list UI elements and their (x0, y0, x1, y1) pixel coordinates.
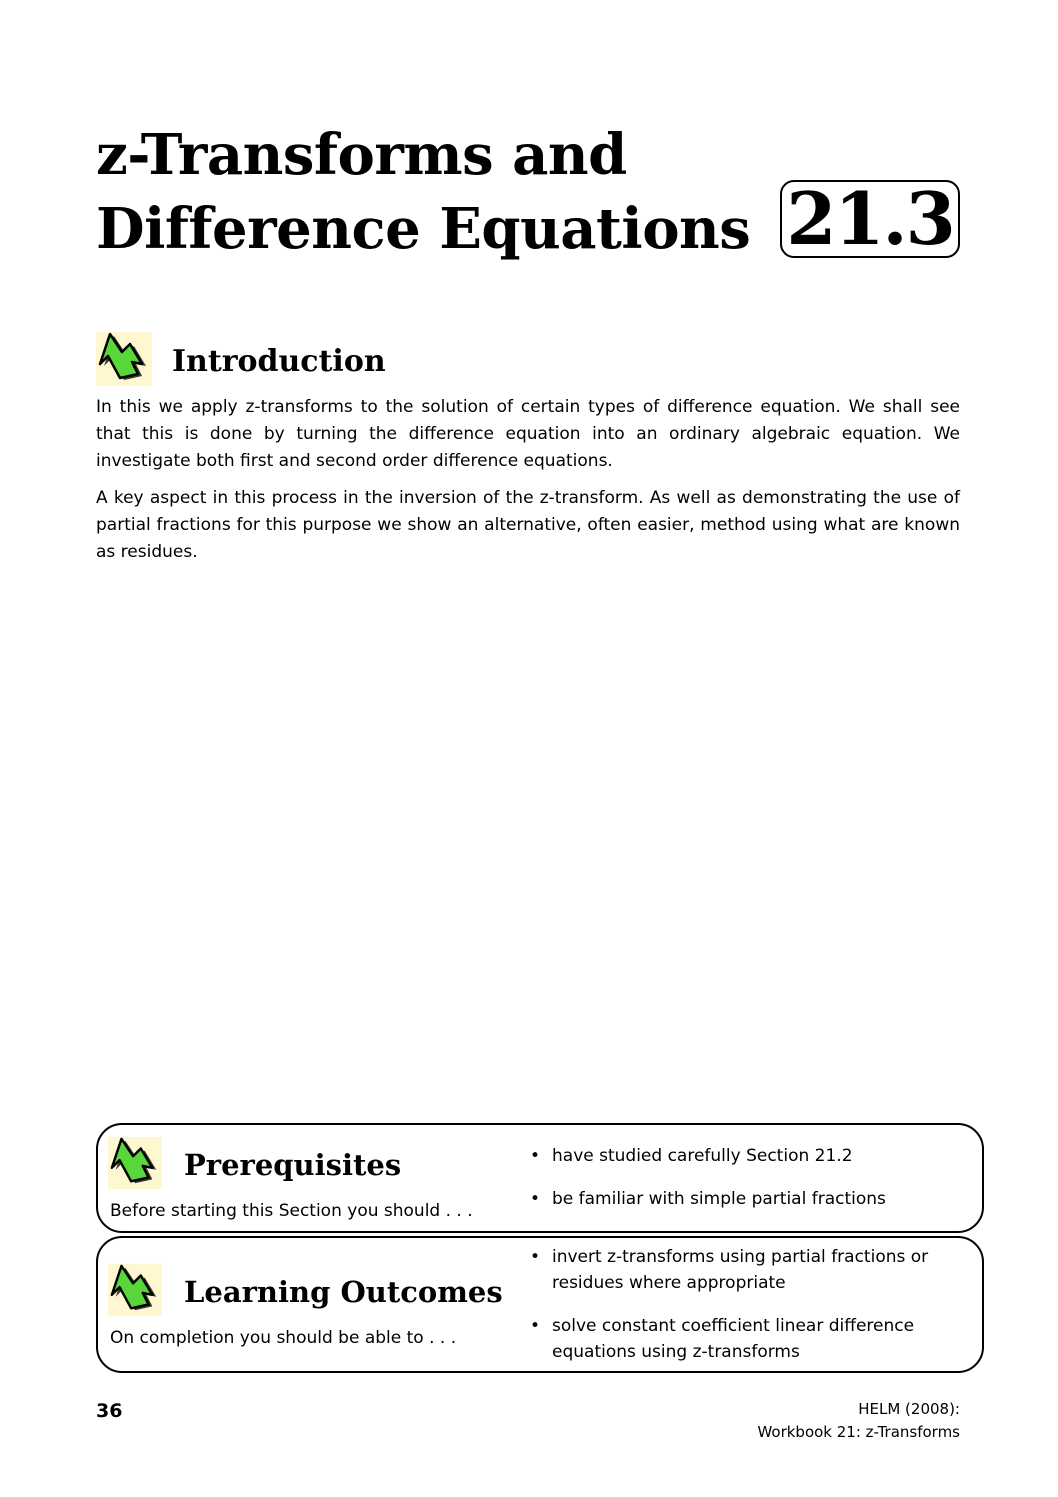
section-number-badge: 21.3 (780, 180, 960, 258)
learning-outcomes-list (530, 1244, 970, 1382)
bullet: • (530, 1189, 541, 1209)
prerequisites-box (96, 1123, 984, 1233)
list-item (530, 1143, 970, 1169)
list-item-text: have studied carefully Section 21.2 (552, 1146, 853, 1166)
page-number: 36 (96, 1400, 123, 1422)
learning-outcomes-lead: On completion you should be able to . . . (110, 1328, 457, 1348)
introduction-body (96, 394, 960, 576)
list-item-text: solve constant coefficient linear difference equations using z-transforms (552, 1316, 915, 1362)
intro-paragraph: In this we apply z-transforms to the solution of certain types of difference equation. We shall see that this is done by turning the difference equation into an ordinary algebraic equation. We investigate both first and second order difference equations. (96, 397, 960, 471)
bullet: • (530, 1316, 541, 1336)
footer-source-line-1: HELM (2008): (858, 1400, 960, 1418)
list-item-text: be familiar with simple partial fractions (552, 1189, 886, 1209)
introduction-heading: Introduction (172, 344, 386, 379)
bullet: • (530, 1247, 541, 1267)
intro-paragraph: A key aspect in this process in the inversion of the z-transform. As well as demonstrating the use of partial fractions for this purpose we show an alternative, often easier, method using what are known as residues. (96, 488, 960, 562)
green-arrow-icon (106, 1262, 164, 1318)
page-title (96, 118, 750, 266)
list-item (530, 1244, 970, 1296)
title-line-2: Difference Equations (96, 196, 751, 262)
learning-outcomes-box (96, 1236, 984, 1373)
prerequisites-lead: Before starting this Section you should . . . (110, 1201, 473, 1221)
prerequisites-heading: Prerequisites (184, 1148, 402, 1182)
learning-outcomes-heading: Learning Outcomes (184, 1275, 503, 1309)
footer-source-line-2: Workbook 21: z-Transforms (757, 1423, 960, 1441)
green-arrow-icon (106, 1135, 164, 1191)
list-item (530, 1186, 970, 1212)
title-line-1: z-Transforms and (96, 122, 627, 188)
green-arrow-icon (94, 330, 154, 388)
footer-source (757, 1398, 960, 1444)
prerequisites-list (530, 1143, 970, 1229)
list-item-text: invert z-transforms using partial fractions or residues where appropriate (552, 1247, 929, 1293)
list-item (530, 1313, 970, 1365)
bullet: • (530, 1146, 541, 1166)
